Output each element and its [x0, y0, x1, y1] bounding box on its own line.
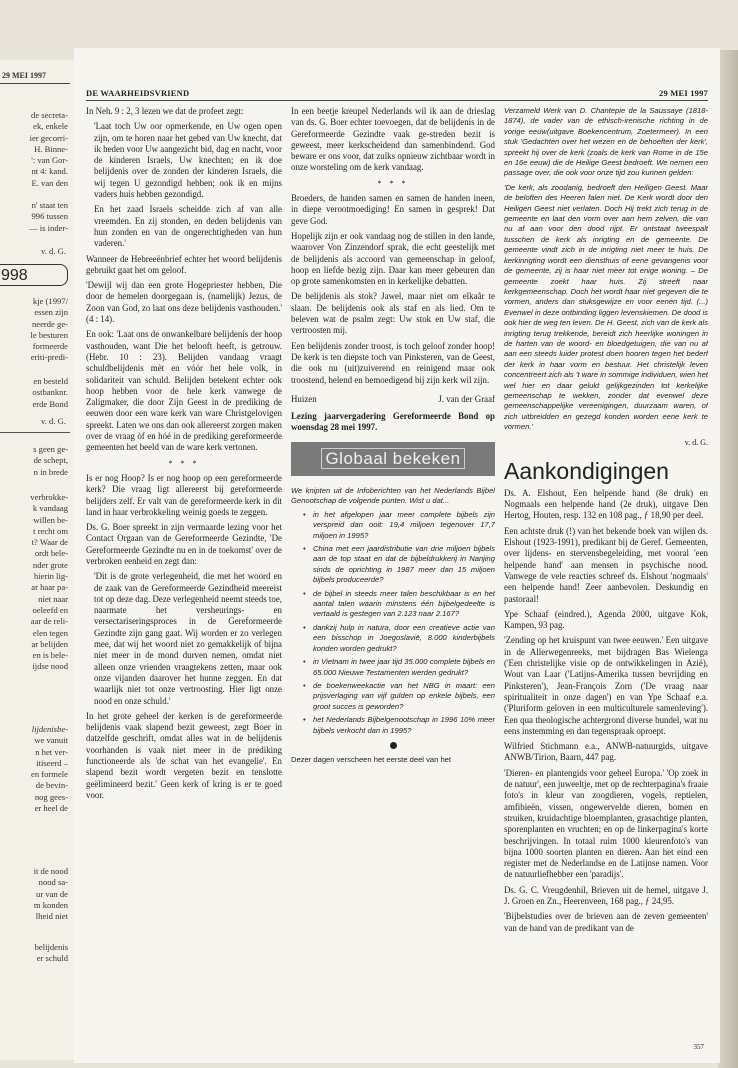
announcement: Ds. G. C. Vreugdenhil, Brieven uit de hemel, uitgave J. J. Groen en Zn., Heerenveen, 168 pag., ƒ 24,95. [504, 884, 708, 906]
paragraph: 'Dewijl wij dan een grote Hogepriester hebben, Die door de hemelen doorgegaan is, (namelijk) Jezus, de Zoon van God, zo laat ons deze belijdenis vasthouden.' (4 : 14). [86, 280, 282, 325]
column-1 [86, 106, 282, 1031]
section-separator: * * * [168, 458, 200, 468]
paragraph: Is er nog Hoop? Is er nog hoop op een gereformeerde kerk? Die vraag ligt allereerst bij gereformeerde belijders zelf. Er valt van de gereformeerde kerk in dit land in haar verbrokkeling weinig goeds te zeggen. [86, 472, 282, 517]
bullet-list [291, 510, 495, 736]
left-block-9: belijdenis er schuld [34, 942, 68, 964]
bullet-icon: • [303, 588, 306, 598]
globaal-intro: We knipten uit de Infoberichten van het Nederlands Bijbel Genootschap de volgende punten. Wist u dat... [291, 486, 495, 506]
left-block-6: verbrokke- k vandaag willen be- t recht om t? Waar de ordt bele- nder grote hierin lig- ar haar pa- niet naar oeleefd en aar de reli- elen tegen ar belijden en is bele- ijdse nood [30, 492, 68, 672]
left-header-date: 29 MEI 1997 [2, 71, 46, 80]
quote-paragraph: En het zaad Israels scheidde zich af van alle vreemden. En zij stonden, en deden belijdenis van hun zonden en van de ongerechtigheden van hun vaderen.' [94, 204, 282, 249]
announcement: 'Zending op het kruispunt van twee eeuwen.' Een uitgave in de Allerwegenreeks, met bijdragen Bas Wielenga ('Een christelijke visie op de ontwikkelingen in Azië), Wout van Laar ('Latijns-Amerika tussen bevrijding en Pinksteren'), Jean-François Zorn ('De vraag naar spiritualiteit in onze dagen') en van Ype Schaaf e.a. ('Pluriform geloven in een multiculturele samenleving'). Een qua theologische achtergrond diverse bundel, wat nu eens instemming en dan tegenspraak oproept. [504, 635, 708, 736]
quote-paragraph: 'Dit is de grote verlegenheid, die met het woord en de zaak van de Gereformeerde Gezindheid meereist tot op deze dag. Deze verlegenheid neemt steeds toe, naarmate het versheurings- en versectariseringsproces in de Gereformeerde Gezindte zijn gang gaat. Wij worden er zo verlegen mee, dat wij het woord niet zo gemakkelijk of bijna niet meer in de mond durven nemen, omdat niet alleen onze vrienden vraagtekens zetten, maar ook onze vijanden daarover het hunne zeggen. En dat waarlijk niet tot onze vertroosting. Hier ligt onze nood en onze schuld.' [94, 571, 282, 706]
bullet-icon: • [303, 657, 306, 667]
author-signature [291, 394, 495, 405]
banner-title: Globaal bekeken [321, 448, 464, 469]
left-block-1: de secreta- ek, enkele ier gecorri- H. Binne- ': van Gor- nt 4: kand. E. van den [29, 110, 68, 188]
list-item: • de bijbel in steeds meer talen beschikbaar is en het aantal talen waarin minstens één bijbelgedeelte is vertaald is gestegen van 2.123 naar 2.167? [303, 588, 495, 619]
bullet-icon: • [303, 544, 306, 554]
left-block-8: it de nood nood sa- ur van de m konden lheid niet [33, 866, 68, 922]
left-signature-1: v. d. G. [41, 246, 66, 256]
author-name: J. van der Graaf [438, 393, 495, 404]
list-item: • China met een jaardistributie van drie miljoen bijbels aan de top staat en dat de bijbeldrukkerij in Nanjing sinds de oprichting in 1987 meer dan 15 miljoen bijbels produceerde? [303, 544, 495, 585]
paragraph: In Neh. 9 : 2, 3 lezen we dat de profeet zegt: [86, 106, 244, 116]
signature: v. d. G. [684, 437, 708, 447]
paragraph: En ook: 'Laat ons de onwankelbare belijdenis der hoop vasthouden, want Die het belooft heeft, is getrouw. (Hebr. 10 : 23). Belijden vandaag vraagt schuldbelijdenis mèt en vóór het hele volk, in solidariteit van schuld. Belijden betekent echter ook hoop hebben voor de hele kerk vanwege de Zaligmaker, die door Zijn Geest in de prediking de eeuwen door een ware kerk van ware Christgelovigen spreekt. Laten we ons dan ook allereerst zorgen maken over de vraag òf en hóé in de prediking gereformeerde gemeenten het beeld van de ware kerk vertonen. [86, 329, 282, 453]
quote-paragraph: 'De kerk, als zoodanig, bedroeft den Heiligen Geest. Maar de beloften des Heeren falen niet. De Kerk wordt door den Heiligen Geest niet verlaten. Doch Hij trekt zich terug in de gemeente en laat den vorm over aan hem zelven, die van nu af aan voor den dood rijpt. Er ontstaat tweespalt tusschen de kerk als inrigting en de gemeente. De gemeente vindt zich in de inrigting niet meer te huis. De kerkinrigting wordt een diensthuis of eene gevangenis voor de gemeente, zij is haar niet meer tot enige woning. – De gemeente zoekt haar huis. Zij streeft naar kerkgemeenschap. Doch het wordt haar niet gegeven die te vormen, anders dan stuksgewijze en voor eenen tijd. (...) Evenwel in deze ontbinding liggen levenskiemen. De dood is ook hier de weg ten leven. De H. Geest, zich van de kerk als inrigting terug trekkende, bereidt zich heerlijke woningen in de harten van de woord- en bloedgetuigen, die van nu af aan een steeds luider protest doen hooren tegen het bederf der kerk in haar vorm en bestuur. Het christelijk leven concentreert zich als 't ware in sommige individuen, wien het wel hier en daar gelukt gelijkgezinden tot kerkelijke gemeenschap te wekken, zonder dat evenwel deze gemeenschappelijke vereenigingen, duurzaam waren, of zich uitbreidden en gezegd konden worden eene kerk te vormen.' [504, 182, 708, 432]
list-item: • in Vietnam in twee jaar tijd 35.000 complete bijbels en 65.000 Nieuwe Testamenten werden gedrukt? [303, 657, 495, 677]
issue-date: 29 MEI 1997 [659, 88, 708, 98]
section-separator: * * * [377, 178, 409, 188]
announcement: Ds. A. Elshout, Een helpende hand (8e druk) en Nogmaals een helpende hand (2e druk), uitgave Den Hertog, Houten, resp. 132 en 108 pag., ƒ 18,90 per deel. [504, 487, 708, 521]
left-block-2: n' staat ten 996 tussen — is inder- [29, 200, 68, 233]
paragraph: De belijdenis als stok? Jawel, maar niet om elkaâr te slaan. De belijdenis ook als staf en als lied. Om te beleven wat de psalm zegt: Uw stok en Uw staf, die vertroosten mij. [291, 291, 495, 336]
announcement: Een achtste druk (!) van het bekende boek van wijlen ds. Elshout (1923-1991), predikant bij de Geref. Gemeenten, over lijdens- en stervensbegeleiding, met vooral 'een helpende hand' aan mensen in psychische nood. Vanwege de vele reacties schreef ds. Elshout 'nogmaals' een helpende hand! Zeer aanbevolen. Deskundig en pastoraal! [504, 525, 708, 604]
paragraph: In een beetje kreupel Nederlands wil ik aan de drieslag van ds. G. Boer echter toevoegen, dat de belijdenis in de Gereformeerde Gezindte vaak ge-streden bezit is geweest, meer kerkscheidend dan samenbindend. God beware er ons voor, dat zulks opnieuw zichtbaar wordt in onze worsteling om de kerk vandaag. [291, 106, 495, 173]
page-header [86, 88, 708, 101]
column-2 [291, 106, 495, 1031]
left-block-3: kje (1997/ essen zijn neerde ge- le besturen formeerde eriti-predi- [30, 296, 68, 363]
paragraph: Wanneer de Hebreeënbrief echter het woord belijdenis gebruikt gaat het om geloof. [86, 253, 282, 275]
left-block-5: s geen ge- de schept, n in brede [33, 444, 68, 477]
author-place: Huizen [291, 393, 317, 404]
book-edge [718, 50, 738, 1068]
left-block-4: en besteld ostbanknr. erde Bond [32, 376, 68, 409]
list-item: • het Nederlands Bijbelgenootschap in 1996 10% meer bijbels verkocht dan in 1995? [303, 715, 495, 735]
list-item: • dankzij hulp in natura, door een creatieve actie van een bisschop in Joegoslavië, 8.000 kinderbijbels konden worden gedrukt? [303, 622, 495, 653]
left-block-7: lijdenisbe- we vanuit n het ver- itiseerd – en formele de bevin- nog gees- er heel de [31, 724, 68, 814]
globaal-bekeken-banner [291, 442, 495, 476]
left-header-rule [0, 83, 70, 84]
left-signature-2: v. d. G. [41, 416, 66, 426]
paragraph: Ds. G. Boer spreekt in zijn vermaarde lezing voor het Contact Orgaan van de Gereformeerde Gezindte, 'De Gereformeerde Gezindte nu en in de toekomst' over de verbroken eenheid en zegt dan: [86, 522, 282, 566]
left-divider [0, 432, 70, 433]
list-item: • de boekenweekactie van het NBG in maart: een prijsverlaging van vijf gulden op enkele bijbels, een groot succes is geworden? [303, 680, 495, 711]
newspaper-page [74, 48, 720, 1063]
paragraph: In het grote geheel der kerken is de gereformeerde belijdenis vaak slapend bezit geweest, zegt Boer in datzelfde geschrift, omdat alles wat in de belijdenis voorhanden is vaak niet meer in de prediking functioneerde als 'de schat van het evangelie'. En slapend bezit wordt vergeten bezit en tenslotte geëlimineerd bezit.' Geen kerk of kring is er te goed voor. [86, 710, 282, 800]
publication-title: DE WAARHEIDSVRIEND [86, 88, 190, 98]
paragraph: Verzameld Werk van D. Chantepie de la Saussaye (1818-1874), de vader van de ethisch-irenische richting in de vorige eeuw(uitgave Boekencentrum, Zoetermeer). In een stuk 'Gedachten over het wezen en de behoeften der kerk', spreekt hij over de kerk (zoals de kerk van Rome in de 15e en 16e eeuw) die de Heilige Geest bedroeft. We nemen een passage over, die ook voor onze tijd zou kunnen gelden: [504, 106, 708, 178]
announcement: Wilfried Stichmann e.a., ANWB-natuurgids, uitgave ANWB/Tirion, Baarn, 447 pag. [504, 741, 708, 763]
page-number: 357 [693, 1043, 704, 1051]
globaal-footer: Dezer dagen verscheen het eerste deel van het [291, 754, 451, 764]
announcement: 'Bijbelstudies over de brieven aan de zeven gemeenten' van de hand van de predikant van de [504, 911, 708, 933]
bullet-icon: • [303, 509, 306, 519]
lecture-note: Lezing jaarvergadering Gereformeerde Bond op woensdag 28 mei 1997. [291, 411, 495, 433]
paragraph: Hopelijk zijn er ook vandaag nog de stillen in den lande, waarover Von Zinzendorf sprak, die echt geestelijk met de belijdenis als accoord van gemeenschap in geloof, hoop en liefde bezig zijn. Daar kan meer gebeuren dan op grote samenkomsten en in kerkelijke debatten. [291, 230, 495, 287]
left-page-fragment [0, 60, 75, 1060]
bullet-icon: • [303, 622, 306, 632]
column-3 [504, 106, 708, 1036]
quote-paragraph: 'Laat toch Uw oor opmerkende, en Uw ogen open zijn, om te horen naar het gebed van Uw knecht, dat ik heden voor Uw aangezicht bid, dag en nacht, voor de kinderen Israels, Uw knechten; en ik doe belijdenis over de zonden der kinderen Israels, die wij tegen U gezondigd hebben; ook ik en mijns vaders huis hebben gezondigd. [94, 121, 282, 200]
section-title: Aankondigingen [504, 457, 669, 484]
left-year-box: 998 [0, 264, 68, 286]
announcement: Ype Schaaf (eindred.), Agenda 2000, uitgave Kok, Kampen, 93 pag. [504, 608, 708, 631]
bullet-icon: • [303, 680, 306, 690]
end-dot-icon [390, 742, 397, 749]
paragraph: Broeders, de handen samen en samen de handen ineen, in diepe verootmoediging! En samen in gesprek! Dat geve God. [291, 193, 495, 226]
paragraph: Een belijdenis zonder troost, is toch geloof zonder hoop! De kerk is ten diepste toch van Pinksteren, van de Geest, die ook nu (uit)zuiverend en reinigend maar ook troostend, helend en bemoedigend bij zijn kerk wil zijn. [291, 340, 495, 385]
list-item: • in het afgelopen jaar meer complete bijbels zijn verspreid dan ooit: 19,4 miljoen tegenover 17,7 miljoen in 1995? [303, 509, 495, 540]
announcement: 'Dieren- en plantengids voor geheel Europa.' 'Op zoek in de natuur', een juweeltje, met op de rechterpagina's fraaie foto's in kleur van zoogdieren, vogels, reptielen, amfibieën, vissen, ongewervelde dieren, bomen en struiken, kruidachtige bloemplanten, grasachtige planten, sporenplanten en vruchten; en op de linkerpagina's korte beschrijvingen. In totaal ruim 1000 kleurenfoto's van bijna 1000 soorten planten en dieren. Aan het eind een register met de Nederlandse en de Latijnse namen. Voor de natuurliefhebber een 'paradijs'. [504, 767, 708, 880]
bullet-icon: • [303, 715, 306, 725]
